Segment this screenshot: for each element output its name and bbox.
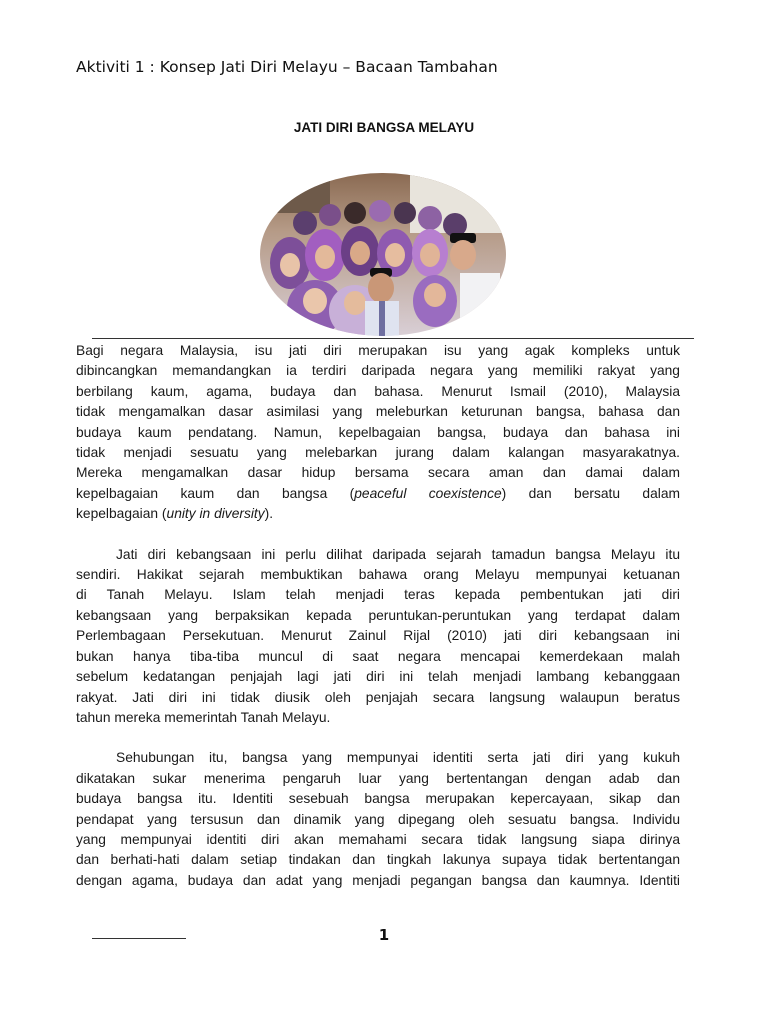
- text-fragment: ) dan bersatu dalam: [501, 485, 680, 501]
- text-line: tidak menjadi sesuatu yang melebarkan jurang dalam kalangan masyarakatnya.: [76, 445, 680, 461]
- paragraph-2: [76, 545, 680, 729]
- text-line: di Tanah Melayu. Islam telah menjadi teras kepada pembentukan jati diri: [76, 587, 680, 603]
- italic-term: peaceful coexistence: [354, 485, 502, 501]
- text-line: Bagi negara Malaysia, isu jati diri merupakan isu yang agak kompleks untuk: [76, 343, 680, 358]
- text-line: berbilang kaum, agama, budaya dan bahasa. Menurut Ismail (2010), Malaysia: [76, 383, 680, 399]
- italic-term: unity in diversity: [166, 506, 265, 522]
- page-number: 1: [378, 926, 390, 944]
- paragraph-3: [76, 748, 680, 891]
- text-line: Mereka mengamalkan dasar hidup bersama secara aman dan damai dalam: [76, 465, 680, 481]
- text-fragment: kepelbagaian kaum dan bangsa (: [76, 485, 355, 501]
- text-line: kebangsaan yang berpaksikan kepada peruntukan-peruntukan yang terdapat dalam: [76, 607, 680, 623]
- text-line: dibincangkan memandangkan ia terdiri daripada negara yang memiliki rakyat yang: [76, 363, 680, 379]
- paragraph-1: [76, 341, 680, 525]
- text-line: sendiri. Hakikat sejarah membuktikan bahawa orang Melayu mempunyai ketuanan: [76, 567, 680, 583]
- horizontal-rule: [92, 338, 694, 339]
- text-line: rakyat. Jati diri ini tidak diusik oleh penjajah secara langsung walaupun beratus: [76, 689, 680, 705]
- text-line: tahun mereka memerintah Tanah Melayu.: [76, 709, 331, 725]
- text-line: budaya kaum pendatang. Namun, kepelbagaian bangsa, budaya dan bahasa ini: [76, 424, 680, 440]
- document-title: JATI DIRI BANGSA MELAYU: [293, 120, 475, 135]
- text-line: yang mempunyai identiti diri akan memahami secara tidak langsung siapa dirinya: [76, 831, 680, 847]
- activity-heading: Aktiviti 1 : Konsep Jati Diri Melayu – Bacaan Tambahan: [76, 58, 498, 76]
- text-line: Perlembagaan Persekutuan. Menurut Zainul Rijal (2010) jati diri kebangsaan ini: [76, 628, 680, 644]
- text-line: Sehubungan itu, bangsa yang mempunyai identiti serta jati diri yang kukuh: [116, 750, 680, 766]
- text-fragment: kepelbagaian (: [76, 506, 167, 522]
- article-body: [76, 341, 680, 911]
- group-photo: [260, 173, 506, 336]
- text-line: [76, 504, 680, 524]
- text-line: dengan agama, budaya dan adat yang menjadi pegangan bangsa dan kaumnya. Identiti: [76, 872, 680, 888]
- text-line: dan berhati-hati dalam setiap tindakan dan tingkah lakunya supaya tidak bertentangan: [76, 852, 680, 868]
- text-line: [76, 484, 680, 504]
- text-line: bukan hanya tiba-tiba muncul di saat negara mencapai kemerdekaan malah: [76, 648, 680, 664]
- text-line: tidak mengamalkan dasar asimilasi yang meleburkan keturunan bangsa, bahasa dan: [76, 404, 680, 420]
- text-fragment: ).: [264, 506, 274, 522]
- text-line: dikatakan sukar menerima pengaruh luar yang bertentangan dengan adab dan: [76, 770, 680, 786]
- text-line: Jati diri kebangsaan ini perlu dilihat daripada sejarah tamadun bangsa Melayu itu: [116, 546, 680, 562]
- text-line: pendapat yang tersusun dan dinamik yang dipegang oleh sesuatu bangsa. Individu: [76, 811, 680, 827]
- text-line: budaya bangsa itu. Identiti sesebuah bangsa merupakan kepercayaan, sikap dan: [76, 791, 680, 807]
- text-line: sebelum kedatangan penjajah lagi jati diri ini telah menjadi lambang kebanggaan: [76, 669, 680, 685]
